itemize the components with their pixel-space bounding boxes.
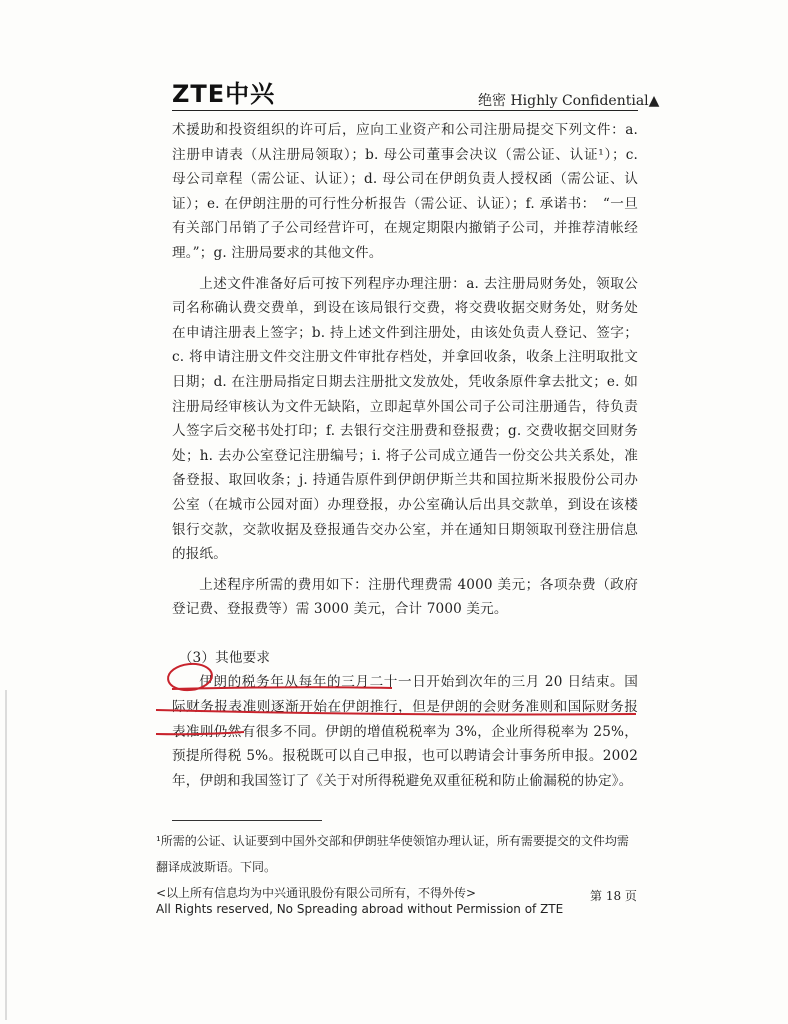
- paragraph-other-requirements: [172, 670, 638, 793]
- confidential-label: 绝密 Highly Confidential▲: [478, 93, 660, 109]
- footnote-rule: [172, 820, 322, 821]
- paragraph-registration-procedure: 上述文件准备好后可按下列程序办理注册：a. 去注册局财务处，领取公司名称确认费交费单，到设在该局银行交费，将交费收据交财务处，财务处在申请注册表上签字；b. 持上述文件到注册处，由该处负责人登记、签字；c. 将申请注册文件交注册文件审批存档处，并拿回收条，收条上注明取批文日期；d. 在注册局指定日期去注册批文发放处，凭收条原件拿去批文；e. 如注册局经审核认为文件无缺陷，立即起草外国公司子公司注册通告，待负责人签字后交秘书处打印；f. 去银行交注册费和登报费；g. 交费收据交回财务处；h. 去办公室登记注册编号；i. 将子公司成立通告一份交公共关系处，准备登报、取回收条；j. 持通告原件到伊朗伊斯兰共和国拉斯米报股份公司办公室（在城市公园对面）办理登报，办公室确认后出具交款单，到设在该楼银行交款，交款收据及登报通告交办公室，并在通知日期领取刊登注册信息的报纸。: [172, 275, 638, 563]
- zte-logo: ZTE中兴: [172, 80, 276, 108]
- paragraph-fees: 上述程序所需的费用如下：注册代理费需 4000 美元；各项杂费（政府登记费、登报费等）需 3000 美元，合计 7000 美元。: [172, 576, 638, 618]
- section-title: （3）其他要求: [178, 649, 271, 666]
- circled-word: 伊朗: [199, 674, 228, 691]
- page-number: 第 18 页: [590, 889, 637, 903]
- body-text: [172, 118, 638, 793]
- paragraph-part: 的税务年从每年的三月二十一日开始到次年的三月 20 日结束。: [227, 674, 625, 691]
- paragraph-part: 伊朗的增值税税率为 3%，企业所得税率为 25%，预提所得税 5%。报税既可以自己申报，也可以聘请会计事务所申报。2002 年，伊朗和我国签订了《关于对所得税避免双重征税和防止偷漏税的协定》。: [172, 723, 638, 789]
- underlined-text: 国际财务报表准则逐渐开始在伊朗推行，但是伊朗的会财务准则和国际财务报表准则仍然有很多不同。: [172, 674, 638, 740]
- footer-notice-cn: <以上所有信息均为中兴通讯股份有限公司所有，不得外传>: [156, 886, 477, 900]
- footer-notice-en: All Rights reserved, No Spreading abroad without Permission of ZTE: [156, 902, 564, 916]
- paragraph-required-documents: 术援助和投资组织的许可后，应向工业资产和公司注册局提交下列文件：a. 注册申请表（从注册局领取）；b. 母公司董事会决议（需公证、认证¹）；c. 母公司章程（需公证、认证）；d. 母公司在伊朗负责人授权函（需公证、认证）；e. 在伊朗注册的可行性分析报告（需公证、认证）；f. 承诺书： “一旦有关部门吊销了子公司经营许可，在规定期限内撤销子公司，并推荐清帐经理。”；g. 注册局要求的其他文件。: [172, 122, 638, 261]
- footnote: ¹所需的公证、认证要到中国外交部和伊朗驻华使领馆办理认证，所有需要提交的文件均需翻译成波斯语。下同。: [156, 834, 629, 874]
- footer-notice: [156, 885, 563, 917]
- header-rule: [172, 110, 638, 111]
